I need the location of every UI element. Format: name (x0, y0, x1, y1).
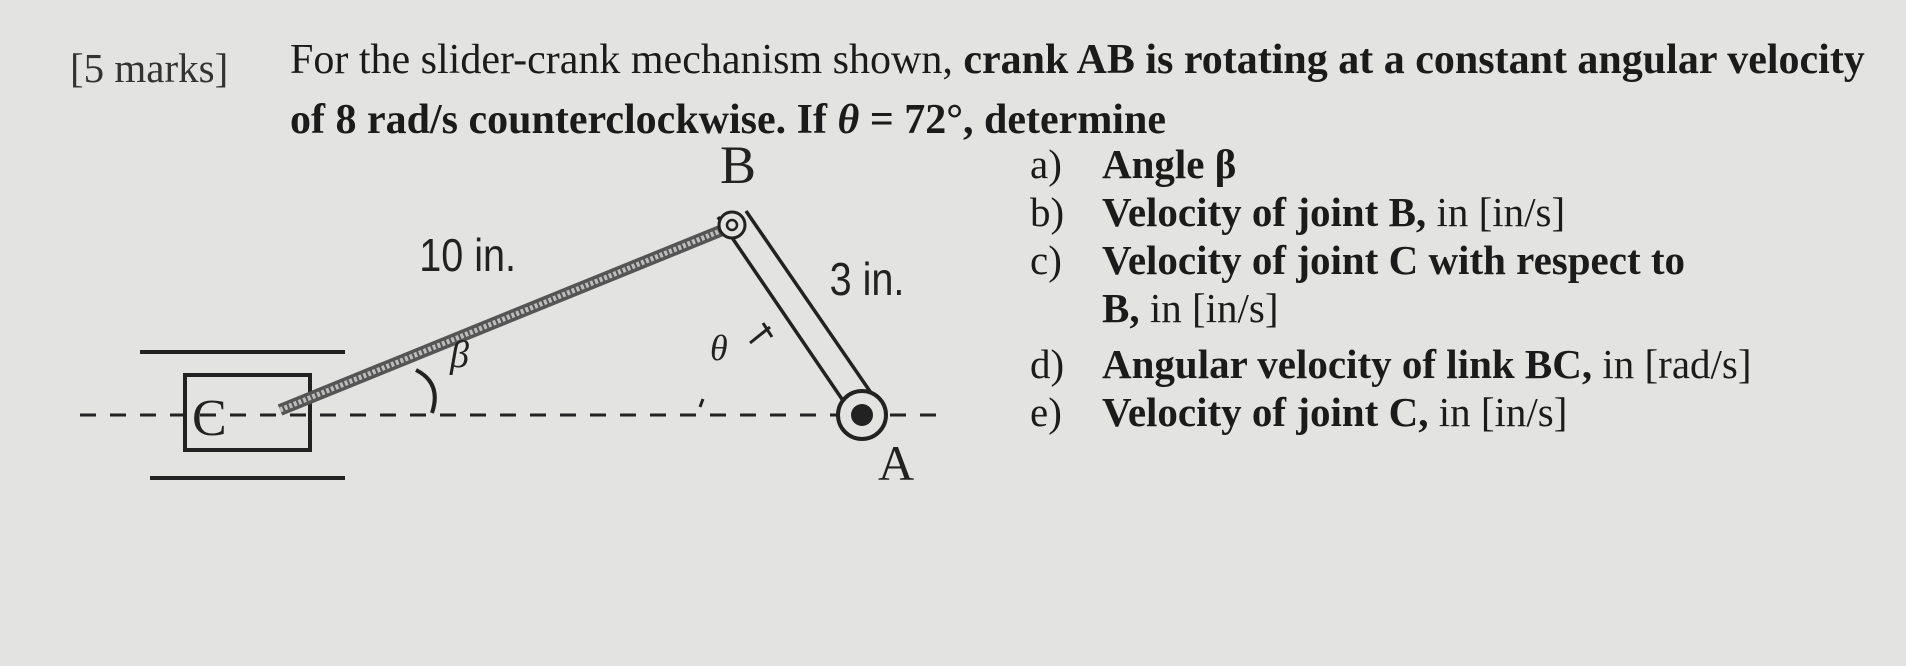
question-letter: a) (1030, 141, 1062, 187)
pin-a-inner (851, 404, 873, 426)
beta-angle-arc (416, 370, 435, 413)
question-text: Angular velocity of link BC, (1102, 341, 1593, 387)
stem-text-1: For the slider-crank mechanism shown, (290, 37, 964, 83)
stem-text-bold-2: , determine (963, 97, 1166, 143)
question-unit: in [in/s] (1426, 189, 1566, 235)
crank-ab-edge-1 (718, 217, 846, 405)
label-beta: β (450, 334, 469, 376)
label-ab-length: 3 in. (829, 254, 905, 306)
question-c-continued (1030, 284, 1752, 332)
question-unit: in [in/s] (1139, 285, 1279, 331)
marks-label: [5 marks] (70, 45, 229, 91)
question-text: B, (1102, 285, 1140, 331)
question-text: Velocity of joint B, (1102, 189, 1427, 235)
question-text: Velocity of joint C with respect to (1102, 237, 1686, 283)
theta-tick (700, 399, 703, 407)
question-unit: in [rad/s] (1592, 341, 1752, 387)
question-list (1030, 140, 1752, 436)
question-a (1030, 140, 1752, 188)
question-b (1030, 188, 1752, 236)
stem-text-bold-1: crank AB is rotating at a constant angular velocity of 8 rad/s counterclockwise. If (290, 37, 1865, 143)
question-text: Velocity of joint C, (1102, 389, 1429, 435)
slider-crank-figure (70, 145, 970, 505)
question-c (1030, 236, 1752, 284)
problem-statement (290, 30, 1870, 150)
theta-indicator (750, 323, 772, 343)
label-bc-length: 10 in. (419, 230, 517, 282)
question-letter: b) (1030, 189, 1065, 235)
label-a: A (878, 435, 915, 491)
question-letter: d) (1030, 341, 1065, 387)
theta-symbol: θ (837, 97, 860, 143)
question-unit: in [in/s] (1428, 389, 1568, 435)
question-d (1030, 340, 1752, 388)
stem-equation: = 72° (859, 97, 964, 143)
pin-b (719, 212, 745, 238)
label-c: C (192, 390, 227, 447)
label-b: B (720, 145, 757, 195)
label-theta: θ (710, 328, 728, 368)
question-text: Angle β (1102, 141, 1237, 187)
question-e (1030, 388, 1752, 436)
crank-ab-edge-2 (746, 211, 878, 403)
question-letter: e) (1030, 389, 1062, 435)
question-letter: c) (1030, 237, 1062, 283)
